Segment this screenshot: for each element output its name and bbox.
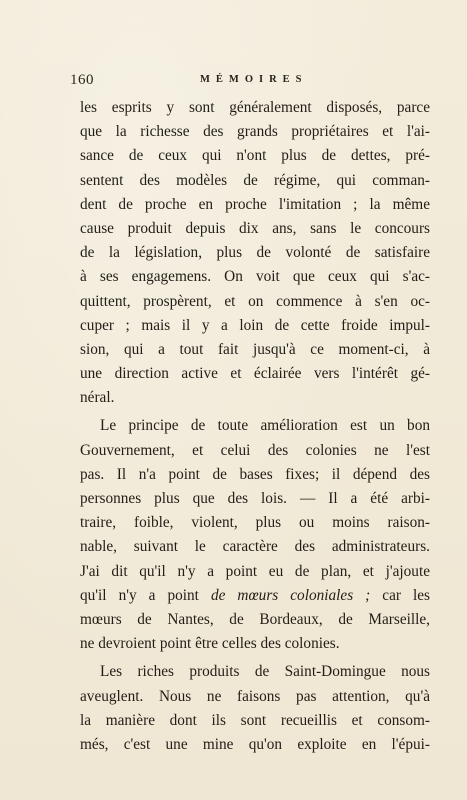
running-head: MÉMOIRES — [200, 74, 308, 85]
text-line: sion, qui a tout fait jusqu'à ce moment-ci, à — [80, 340, 430, 358]
text-line: la manière dont ils sont recueillis et consom- — [80, 711, 430, 729]
text-line: traire, foible, violent, plus ou moins raison- — [80, 514, 430, 532]
text-line: Le principe de toute amélioration est un bon — [100, 417, 430, 435]
paragraph-2 — [80, 414, 430, 656]
text-line: cause produit depuis dix ans, sans le concours — [80, 219, 430, 237]
text-line: cuper ; mais il y a loin de cette froide impul- — [80, 316, 430, 334]
text-line: J'ai dit qu'il n'y a point eu de plan, et j'ajoute — [80, 562, 430, 580]
text-line: dent de proche en proche l'imitation ; la même — [80, 195, 430, 213]
italic-phrase: de mœurs coloniales ; — [210, 586, 371, 604]
text-line: mœurs de Nantes, de Bordeaux, de Marseille, — [80, 610, 430, 628]
page-header — [70, 72, 430, 92]
text-line: sance de ceux qui n'ont plus de dettes, pré- — [80, 147, 430, 165]
text-line: une direction active et éclairée vers l'intérêt gé- — [80, 365, 430, 383]
text-line: aveuglent. Nous ne faisons pas attention, qu'à — [80, 687, 430, 705]
text-line: nable, suivant le caractère des administrateurs. — [80, 538, 430, 556]
text-line-with-italic — [80, 584, 430, 608]
text-line: personnes plus que des lois. — Il a été arbi- — [80, 490, 430, 507]
text-line: de la législation, plus de volonté de satisfaire — [80, 244, 430, 262]
text-line: que la richesse des grands propriétaires et l'ai- — [80, 123, 430, 141]
line-text-before: qu'il n'y a point — [80, 586, 211, 604]
paragraph-1 — [80, 96, 430, 410]
text-line: à ses engagemens. On voit que ceux qui s'ac- — [80, 268, 430, 286]
text-line: quittent, prospèrent, et on commence à s'en oc- — [80, 292, 430, 310]
text-line: pas. Il n'a point de bases fixes; il dépend des — [80, 465, 430, 483]
line-text-after: car les — [370, 586, 431, 604]
body-text — [80, 96, 430, 757]
text-line: més, c'est une mine qu'on exploite en l'épui- — [80, 735, 430, 753]
text-line: néral. — [80, 389, 115, 407]
text-line: les esprits y sont généralement disposés, parce — [80, 99, 430, 116]
page-number: 160 — [70, 72, 94, 88]
text-line: Gouvernement, et celui des colonies ne l'est — [80, 441, 430, 459]
text-line: ne devroient point être celles des colonies. — [80, 635, 340, 653]
paragraph-3 — [80, 660, 430, 757]
text-line: Les riches produits de Saint-Domingue nous — [100, 663, 430, 681]
text-line: sentent des modèles de régime, qui comman- — [80, 171, 430, 189]
